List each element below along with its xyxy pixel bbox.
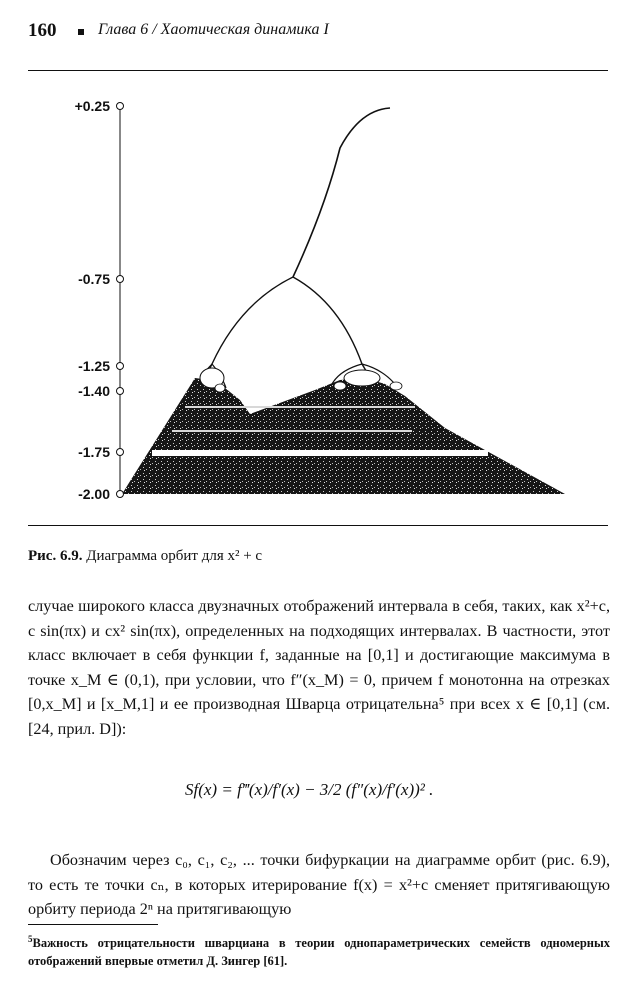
axis-label: -1.25 — [78, 358, 110, 374]
axis-label: -2.00 — [78, 486, 110, 502]
paragraph-2: Обозначим через c₀, c₁, c₂, ... точки бифуркации на диаграмме орбит (рис. 6.9), то есть те точки cₙ, в которых итерирование f(x) = x²+c сменяет притягивающую орбиту периода 2ⁿ на притягивающую — [28, 851, 610, 918]
period-window-5 — [172, 430, 412, 432]
period-window-3 — [152, 450, 488, 456]
header-rule — [28, 70, 608, 71]
axis-tick — [117, 388, 124, 395]
axis-tick — [117, 449, 124, 456]
figure-rule — [28, 525, 608, 526]
caption-text: Диаграмма орбит для x² + c — [86, 548, 263, 564]
axis-tick — [117, 363, 124, 370]
axis-tick — [117, 103, 124, 110]
footnote-marker: 5 — [28, 934, 33, 944]
axis-label: -1.75 — [78, 444, 110, 460]
axis-label: -1.40 — [78, 383, 110, 399]
period-1-branch — [293, 108, 390, 277]
figure-caption — [28, 548, 262, 565]
bullet-separator — [78, 29, 84, 35]
caption-label: Рис. 6.9. — [28, 548, 83, 564]
page-number: 160 — [28, 20, 57, 41]
formula-text: Sf(x) = f‴(x)/f′(x) − 3/2 (f″(x)/f′(x))² . — [185, 780, 434, 799]
period-8-bubble-a — [334, 382, 346, 390]
period-2-lower — [293, 277, 376, 384]
schwarzian-formula — [185, 780, 485, 840]
chaotic-region — [122, 378, 565, 494]
footnote — [28, 930, 610, 970]
axis-label: -0.75 — [78, 271, 110, 287]
period-4-right-bubble — [344, 370, 380, 386]
orbit-diagram — [40, 88, 600, 508]
running-title: Глава 6 / Хаотическая динамика I — [98, 21, 329, 38]
period-8-bubble-b — [390, 382, 402, 390]
orbit-diagram-figure — [40, 88, 600, 508]
period-8-bubble-c — [215, 384, 225, 392]
period-window-6 — [185, 406, 415, 408]
footnote-text: Важность отрицательности шварциана в теории однопараметрических семейств одномерных отображений впервые отметил Д. Зингер [61]. — [28, 936, 610, 969]
paragraph-1: случае широкого класса двузначных отображений интервала в себя, таких, как x²+c, c sin(πx) и cx² sin(πx), определенных на подходящих интервалах. В частности, этот класс включает в себя функции f, заданные на [0,1] и достигающие максимума в точке x_M ∈ (0,1), при условии, что f″(x_M) = 0, причем f монотонна на отрезках [0,x_M] и [x_M,1] и ее производная Шварца отрицательна⁵ при всех x ∈ [0,1] (см. [24, прил. D]): — [28, 597, 610, 738]
axis-tick — [117, 276, 124, 283]
axis-label: +0.25 — [74, 98, 110, 114]
footnote-rule — [28, 924, 158, 925]
page-header — [28, 20, 608, 48]
